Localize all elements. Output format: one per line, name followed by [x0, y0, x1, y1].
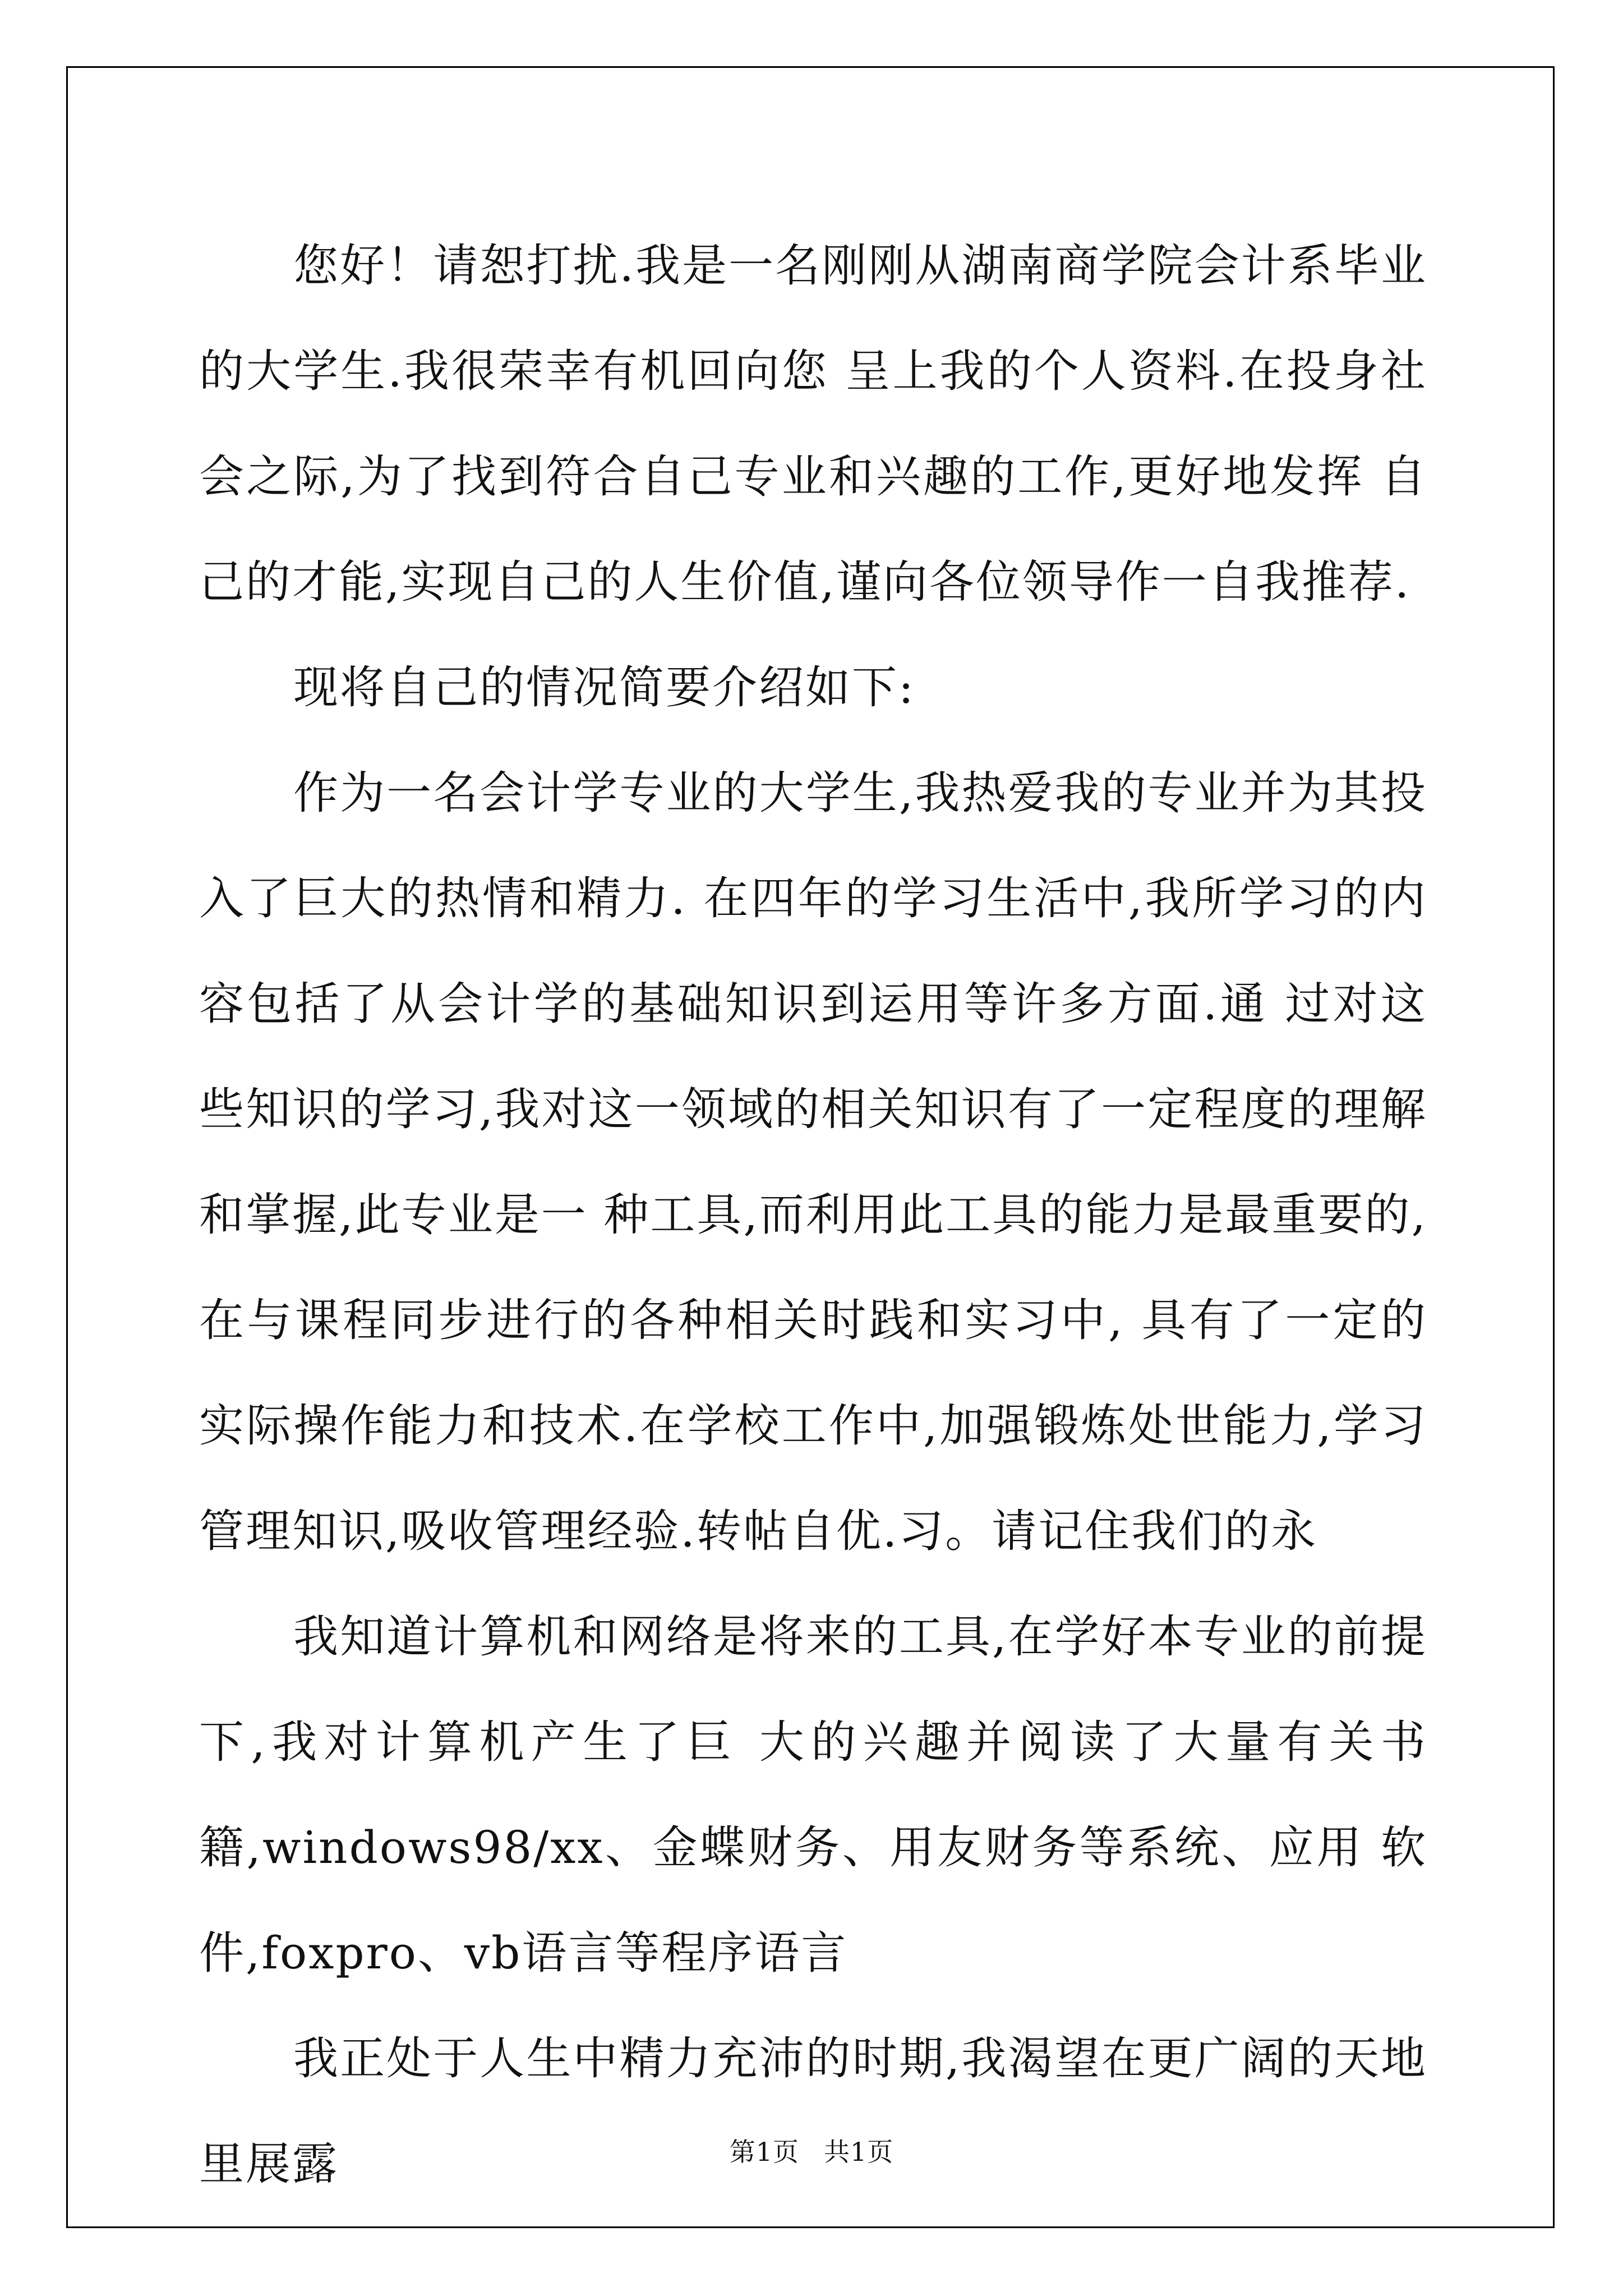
page-number-current: 第1页 — [729, 2137, 799, 2167]
paragraph-education: 作为一名会计学专业的大学生,我热爱我的专业并为其投入了巨大的热情和精力. 在四年的学习生活中,我所学习的内容包括了从会计学的基础知识到运用等许多方面.通 过对这些知识的学习,我对这一领域的相关知识有了一定程度的理解和掌握,此专业是一 种工具,而利用此工具的能力是最重要的,在与课程同步进行的各种相关时践和实习中, 具有了一定的实际操作能力和技术.在学校工作中,加强锻炼处世能力,学习管理知识,吸收管理经验.转帖自优.习。请记住我们的永 — [199, 767, 1427, 1557]
paragraph-intro: 现将自己的情况简要介绍如下: — [293, 661, 915, 714]
page-number-total: 共1页 — [824, 2137, 894, 2167]
page-footer — [0, 2132, 1623, 2169]
paragraph-aspiration: 我正处于人生中精力充沛的时期,我渴望在更广阔的天地里展露 — [199, 2032, 1427, 2190]
paragraph-computer-skills: 我知道计算机和网络是将来的工具,在学好本专业的前提下,我对计算机产生了巨 大的兴趣并阅读了大量有关书籍,windows98/xx、金蝶财务、用友财务等系统、应用 软件,foxpro、vb语言等程序语言 — [199, 1611, 1427, 1979]
paragraph-greeting: 您好！请恕打扰.我是一名刚刚从湖南商学院会计系毕业的大学生.我很荣幸有机回向您 呈上我的个人资料.在投身社会之际,为了找到符合自己专业和兴趣的工作,更好地发挥 自己的才能,实现自己的人生价值,谨向各位领导作一自我推荐. — [199, 240, 1427, 608]
document-body — [199, 213, 1427, 2217]
